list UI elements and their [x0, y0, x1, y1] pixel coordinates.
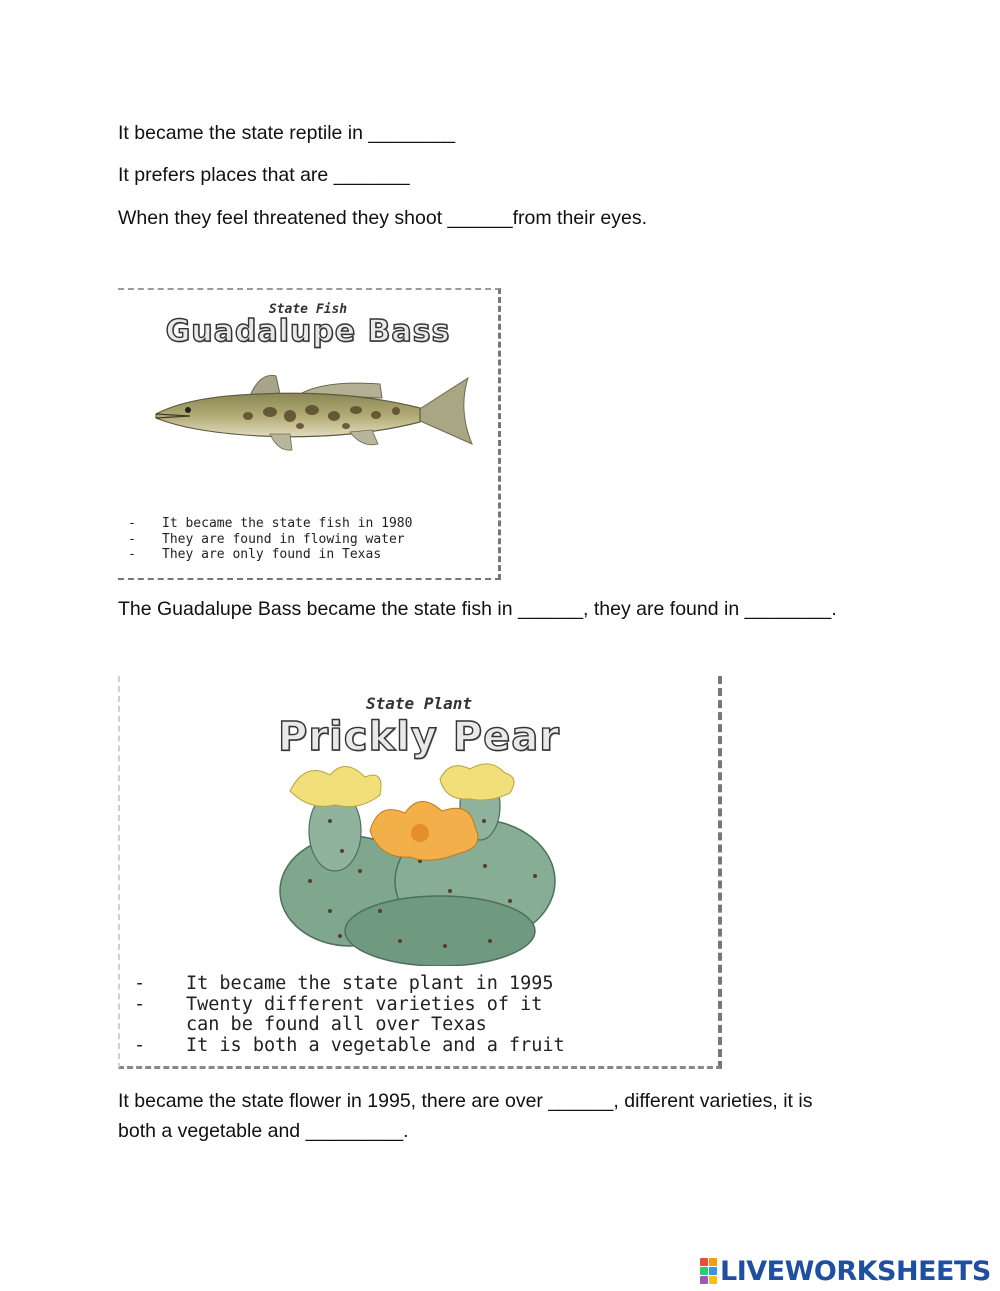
state-fish-card	[118, 288, 501, 580]
question-reptile-year: It became the state reptile in ________	[118, 122, 456, 144]
list-item: - They are only found in Texas	[128, 547, 382, 562]
card-subtitle: State Plant	[366, 694, 472, 713]
prickly-pear-image	[270, 761, 570, 966]
state-plant-card	[118, 676, 722, 1069]
card-subtitle: State Fish	[268, 302, 348, 317]
card-title: Guadalupe Bass	[165, 314, 451, 349]
list-item: - It became the state fish in 1980	[128, 516, 413, 531]
list-item: - Twenty different varieties of it	[134, 993, 543, 1015]
liveworksheets-logo	[700, 1256, 991, 1286]
fish-facts-list	[128, 516, 412, 563]
question-plant-line-2: both a vegetable and _________.	[118, 1120, 409, 1142]
question-reptile-defense: When they feel threatened they shoot ______from their eyes.	[118, 207, 647, 229]
list-item: - It became the state plant in 1995	[134, 973, 554, 994]
question-fish: The Guadalupe Bass became the state fish in ______, they are found in ________.	[118, 598, 837, 620]
list-item: - It is both a vegetable and a fruit	[134, 1034, 565, 1056]
question-reptile-habitat: It prefers places that are _______	[118, 164, 410, 186]
logo-icon	[700, 1258, 717, 1284]
list-item: can be found all over Texas	[186, 1014, 487, 1035]
question-plant-line-1: It became the state flower in 1995, there are over ______, different varieties, it is	[118, 1090, 813, 1112]
logo-text: LIVEWORKSHEETS	[720, 1255, 991, 1287]
list-item: - They are found in flowing water	[128, 531, 405, 547]
plant-facts-list	[134, 973, 565, 1055]
guadalupe-bass-image	[150, 370, 480, 460]
card-title: Prickly Pear	[278, 714, 560, 760]
